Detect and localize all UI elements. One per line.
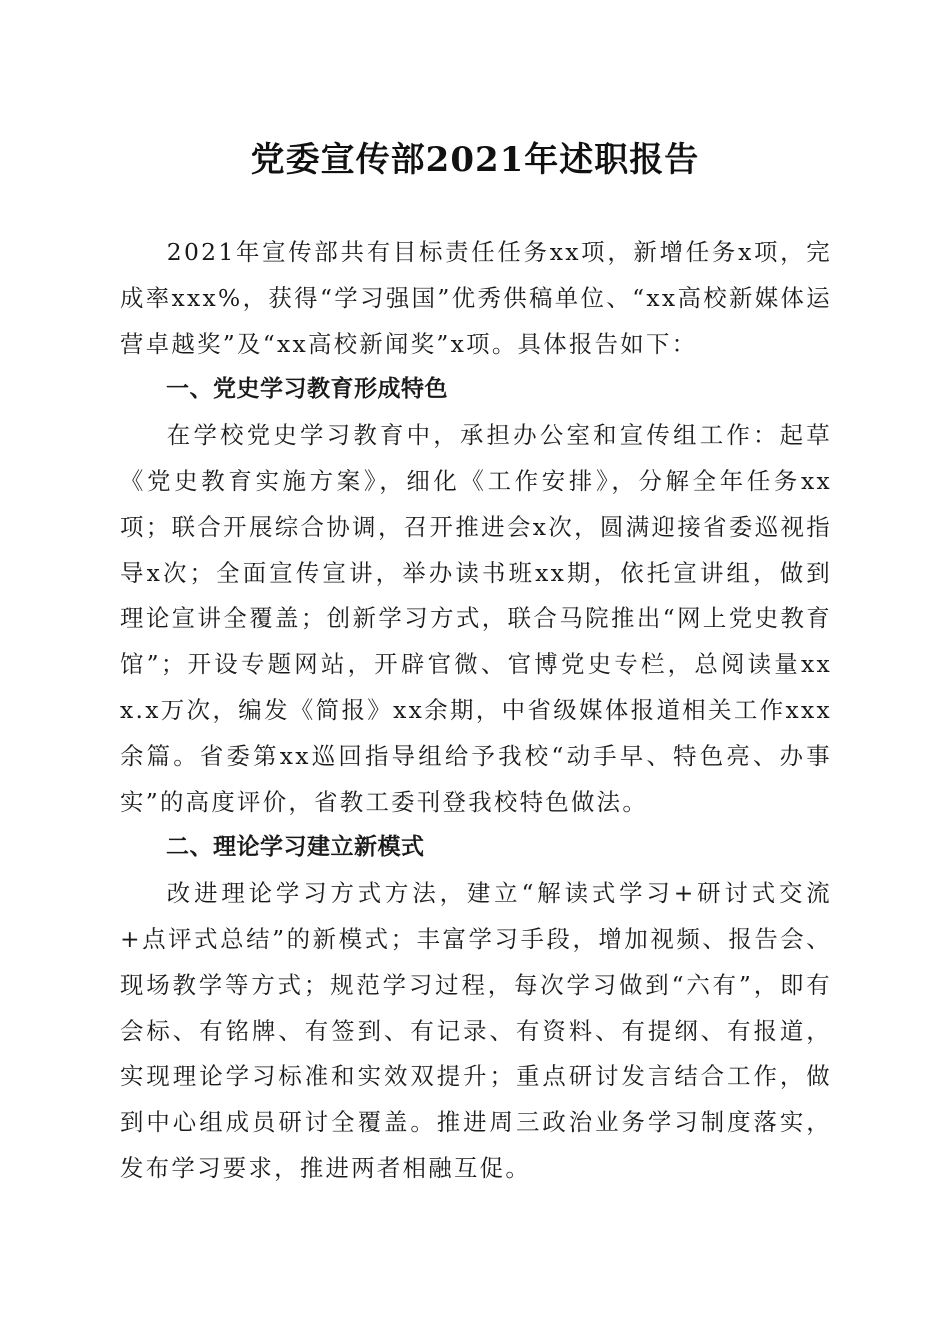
document-title: 党委宣传部2021年述职报告: [250, 140, 700, 180]
section-heading-party-history: 一、党史学习教育形成特色: [166, 376, 448, 403]
intro-paragraph: 2021年宣传部共有目标责任任务xx项，新增任务x项，完成率xxx%，获得“学习强国”优秀供稿单位、“xx高校新媒体运营卓越奖”及“xx高校新闻奖”x项。具体报告如下：: [120, 238, 832, 358]
section-body-theory-study: 改进理论学习方式方法，建立“解读式学习+研讨式交流+点评式总结”的新模式；丰富学习手段，增加视频、报告会、现场教学等方式；规范学习过程，每次学习做到“六有”，即有会标、有铭牌、有签到、有记录、有资料、有提纲、有报道，实现理论学习标准和实效双提升；重点研讨发言结合工作，做到中心组成员研讨全覆盖。推进周三政治业务学习制度落实，发布学习要求，推进两者相融互促。: [120, 879, 832, 1182]
section-heading-theory-study: 二、理论学习建立新模式: [166, 834, 425, 861]
document-body: [120, 230, 832, 1192]
section-body-party-history: 在学校党史学习教育中，承担办公室和宣传组工作：起草《党史教育实施方案》，细化《工作安排》，分解全年任务xx项；联合开展综合协调，召开推进会x次，圆满迎接省委巡视指导x次；全面宣传宣讲，举办读书班xx期，依托宣讲组，做到理论宣讲全覆盖；创新学习方式，联合马院推出“网上党史教育馆”；开设专题网站，开辟官微、官博党史专栏，总阅读量xxx.x万次，编发《简报》xx余期，中省级媒体报道相关工作xxx余篇。省委第xx巡回指导组给予我校“动手早、特色亮、办事实”的高度评价，省教工委刊登我校特色做法。: [120, 421, 832, 816]
